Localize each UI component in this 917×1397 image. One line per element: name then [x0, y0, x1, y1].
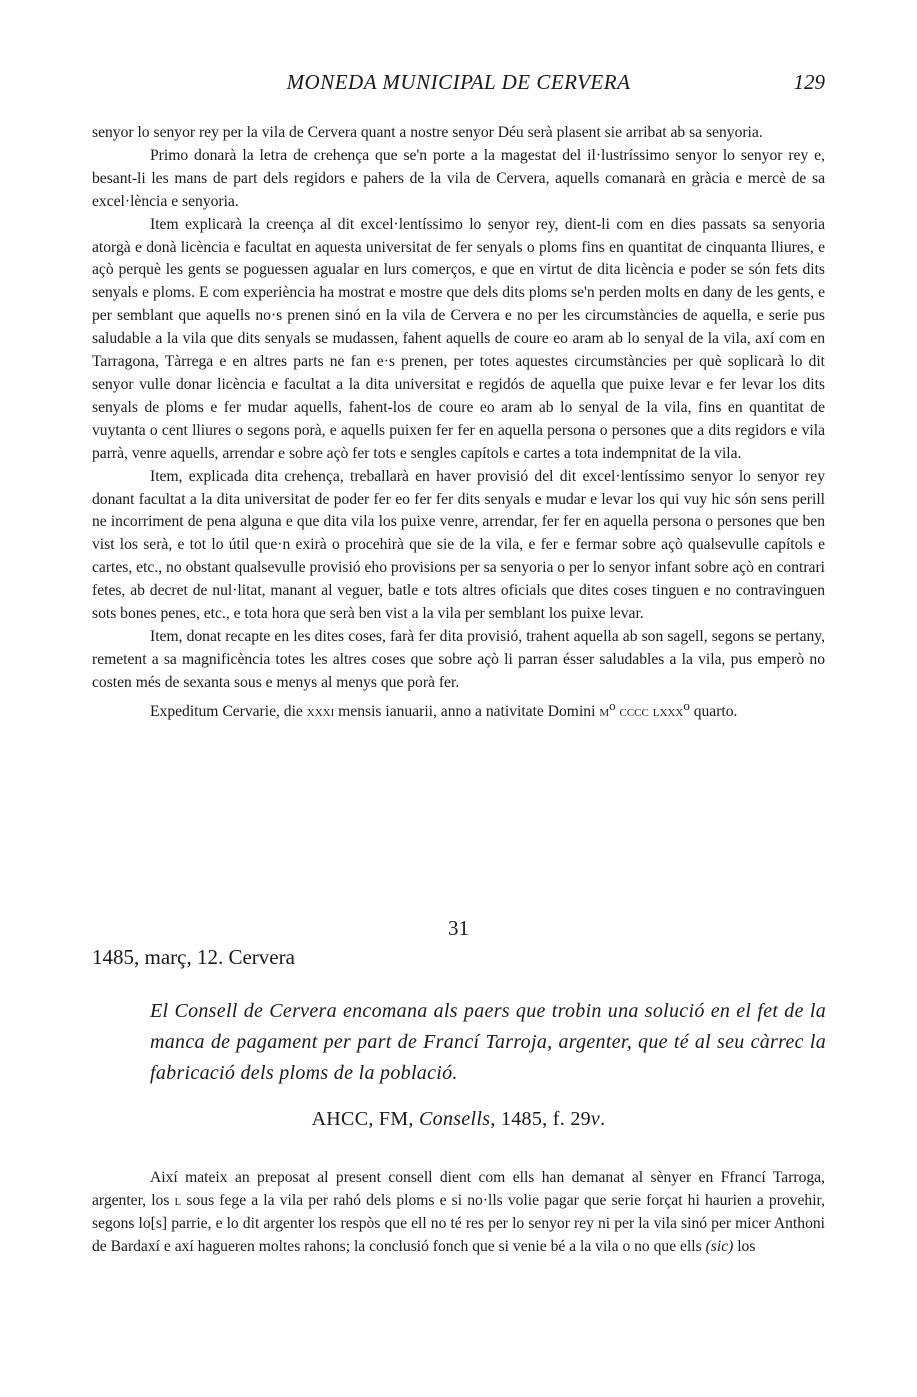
- paragraph: Item, donat recapte en les dites coses, farà fer dita provisió, trahent aquella ab son sagell, segons se pertany, remetent a sa magnificència totes les altres coses que sobre açò li parran ésser saludables a la vila, pus emperò no costen més de sexanta sous e menys al menys que porà fer.: [92, 627, 825, 691]
- document-summary: El Consell de Cervera encomana als paers que trobin una solució en el fet de la manca de pagament per part de Francí Tarroja, argenter, que té al seu càrrec la fabricació dels ploms de la població.: [150, 1000, 826, 1084]
- document-number: 31: [448, 916, 469, 940]
- paragraph: senyor lo senyor rey per la vila de Cervera quant a nostre senyor Déu serà plasent sie arribat ab sa senyoria.: [92, 124, 763, 141]
- paragraph: Item, explicada dita crehença, treballarà en haver provisió del dit excel·lentíssimo senyor lo senyor rey donant facultat a la dita universitat de poder fer eo fer fer dits senyals e mudar e levar los qui vuy hic són sens perill ne incorriment de pena alguna e que dita vila los puixe venre, arrendar, fer fer en aquella persona o persones que ben vist los serà, e tot lo útil que·n exirà o procehirà que sie de la vila, e fer e fermar sobre açò qualsevulle capítols e cartes, etc., no obstant qualsevulle provisió eho provisions per sa senyoria o per lo senyor infant sobre açò en contrari fetes, ab decret de nul·litat, manant al veguer, batle e tots altres oficials que dites coses tinguen e no contravinguen sots bones penes, etc., e tota hora que serà ben vist a la vila per semblant los puixe levar.: [92, 467, 825, 623]
- paragraph: Primo donarà la letra de crehença que se'n porte a la magestat del il·lustríssimo senyor lo senyor rey e, besant-li les mans de part dels regidors e pahers de la vila de Cervera, aquells comanarà en gràcia e mercè de sa excel·lència e senyoria.: [92, 146, 825, 210]
- closing-formula: Expeditum Cervarie, die xxxi mensis ianuarii, anno a nativitate Domini $m^o$ cccc lxxx$^o$ quarto.: [150, 697, 738, 720]
- document-30-text: [92, 122, 825, 724]
- running-header: [92, 70, 825, 100]
- paragraph: Així mateix an preposat al present consell dient com ells han demanat al sènyer en Ffrancí Tarroga, argenter, los l sous fege a la vila per rahó dels ploms e si no·lls volie pagar que serie forçat hi haurien a provehir, segons lo[s] parrie, e lo dit argenter los respòs que ell no té res per lo senyor rey ni per la vila sinó per micer Anthoni de Bardaxí e axí hagueren moltes rahons; la conclusió fonch que si venie bé a la vila o no que ells (sic) los: [92, 1169, 825, 1255]
- document-date: 1485, març, 12. Cervera: [92, 945, 295, 969]
- document-31-text: [92, 1166, 825, 1258]
- page-number: 129: [793, 70, 825, 94]
- paragraph: Item explicarà la creença al dit excel·lentíssimo lo senyor rey, dient-li com en dies passats sa senyoria atorgà e donà licència e facultat en aquesta universitat de fer senyals o ploms fins en quantitat de cinquanta lliures, e açò perquè les gents se poguessen agualar en lurs comerços, e que en virtut de dita licència e poder se són fets dits senyals e ploms. E com experiència ha mostrat e mostre que dels dits ploms se'n perden molts en dany de les gents, e per semblant que aquells no·s prenen sinó en la vila de Cervera e no per les circumstàncies de aquella, e serie pus saludable a la vila que dits senyals se mudassen, fahent aquells de coure eo aram ab lo senyal de la vila, axí com en Tarragona, Tàrrega e en altres parts ne fan e·s prenen, per totes aquestes circumstàncies per què soplicarà lo dit senyor vulle donar licència e facultat a la dita universitat e regidós de aquella que puixe levar e fer levar los dits senyals de ploms e fer mudar aquells, fahent-los de coure eo aram ab lo senyal de la vila, fins en quantitat de vuytanta o cent lliures o segons porà, e aquells puixen fer fer en aquella persona o persones que a dits regidors e vila parrà, venre aquells, arrendar e sobre açò fer tots e sengles capítols e cartes a tota indempnitat de la vila.: [92, 215, 825, 462]
- running-title: MONEDA MUNICIPAL DE CERVERA: [286, 70, 631, 94]
- archival-source: AHCC, FM, Consells, 1485, f. 29v.: [311, 1108, 606, 1130]
